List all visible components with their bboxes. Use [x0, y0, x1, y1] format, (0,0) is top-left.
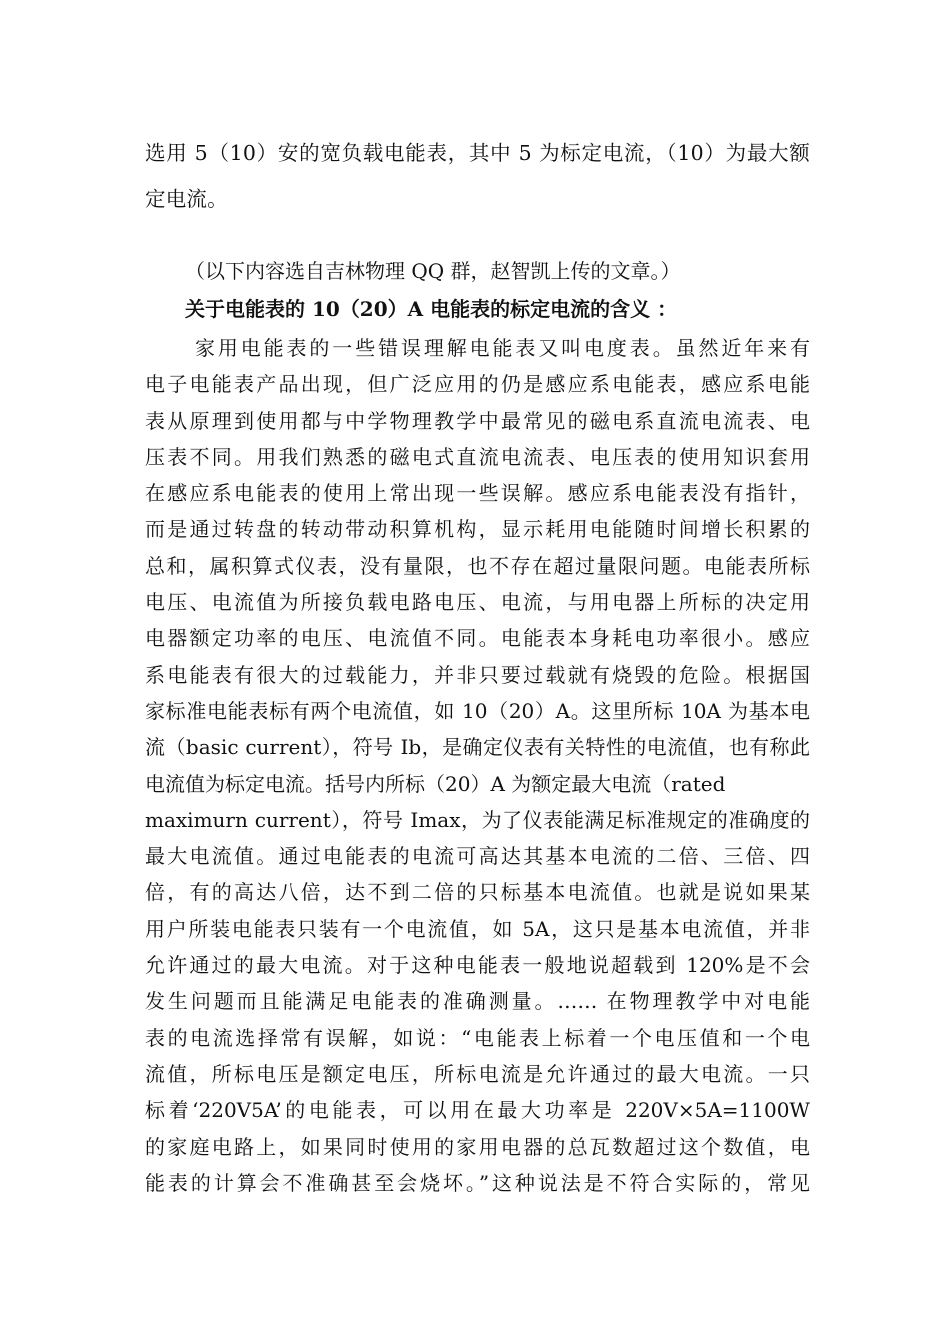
body-line: 系电能表有很大的过载能力，并非只要过载就有烧毁的危险。根据国: [145, 662, 810, 687]
body-line: 标着‘220V5A’的电能表，可以用在最大功率是 220V×5A=1100W: [145, 1098, 810, 1123]
body-line: 表的电流选择常有误解，如说：“电能表上标着一个电压值和一个电: [145, 1025, 810, 1050]
body-line: 流（basic current），符号 Ib，是确定仪表有关特性的电流值，也有称此: [145, 735, 810, 760]
body-line: 电子电能表产品出现，但广泛应用的仍是感应系电能表，感应系电能: [145, 372, 810, 397]
body-line: 发生问题而且能满足电能表的准确测量。…… 在物理教学中对电能: [145, 989, 810, 1014]
body-line: maximurn current），符号 Imax，为了仪表能满足标准规定的准确度的: [145, 807, 810, 832]
body-line: 能表的计算会不准确甚至会烧坏。”这种说法是不符合实际的，常见: [145, 1170, 810, 1195]
body-paragraph: [145, 330, 810, 1201]
intro-paragraph: 选用 5（10）安的宽负载电能表，其中 5 为标定电流，（10）为最大额定电流。: [145, 141, 810, 211]
source-note: （以下内容选自吉林物理 QQ 群，赵智凯上传的文章。）: [185, 259, 681, 283]
body-line: 家标准电能表标有两个电流值，如 10（20）A。这里所标 10A 为基本电: [145, 698, 810, 723]
body-line: 压表不同。用我们熟悉的磁电式直流电流表、电压表的使用知识套用: [145, 444, 810, 469]
body-line: 最大电流值。通过电能表的电流可高达其基本电流的二倍、三倍、四: [145, 844, 810, 869]
body-line: 电压、电流值为所接负载电路电压、电流，与用电器上所标的决定用: [145, 590, 810, 615]
body-line: 电流值为标定电流。括号内所标（20）A 为额定最大电流（rated: [145, 771, 726, 796]
body-line: 在感应系电能表的使用上常出现一些误解。感应系电能表没有指针，: [145, 481, 810, 506]
body-line: 而是通过转盘的转动带动积算机构，显示耗用电能随时间增长积累的: [145, 517, 810, 542]
body-line: 家用电能表的一些错误理解电能表又叫电度表。虽然近年来有: [195, 336, 810, 360]
body-line: 用户所装电能表只装有一个电流值，如 5A，这只是基本电流值，并非: [145, 916, 810, 941]
body-line: 流值，所标电压是额定电压，所标电流是允许通过的最大电流。一只: [145, 1061, 810, 1086]
body-line: 允许通过的最大电流。对于这种电能表一般地说超载到 120%是不会: [145, 953, 810, 978]
body-line: 电器额定功率的电压、电流值不同。电能表本身耗电功率很小。感应: [145, 626, 810, 651]
body-line: 总和，属积算式仪表，没有量限，也不存在超过量限问题。电能表所标: [145, 553, 810, 578]
body-line: 倍，有的高达八倍，达不到二倍的只标基本电流值。也就是说如果某: [145, 880, 810, 905]
section-heading: 关于电能表的 10（20）A 电能表的标定电流的含义 ：: [185, 297, 678, 321]
body-line: 表从原理到使用都与中学物理教学中最常见的磁电系直流电流表、电: [145, 408, 810, 433]
body-line: 的家庭电路上，如果同时使用的家用电器的总瓦数超过这个数值，电: [145, 1134, 810, 1159]
